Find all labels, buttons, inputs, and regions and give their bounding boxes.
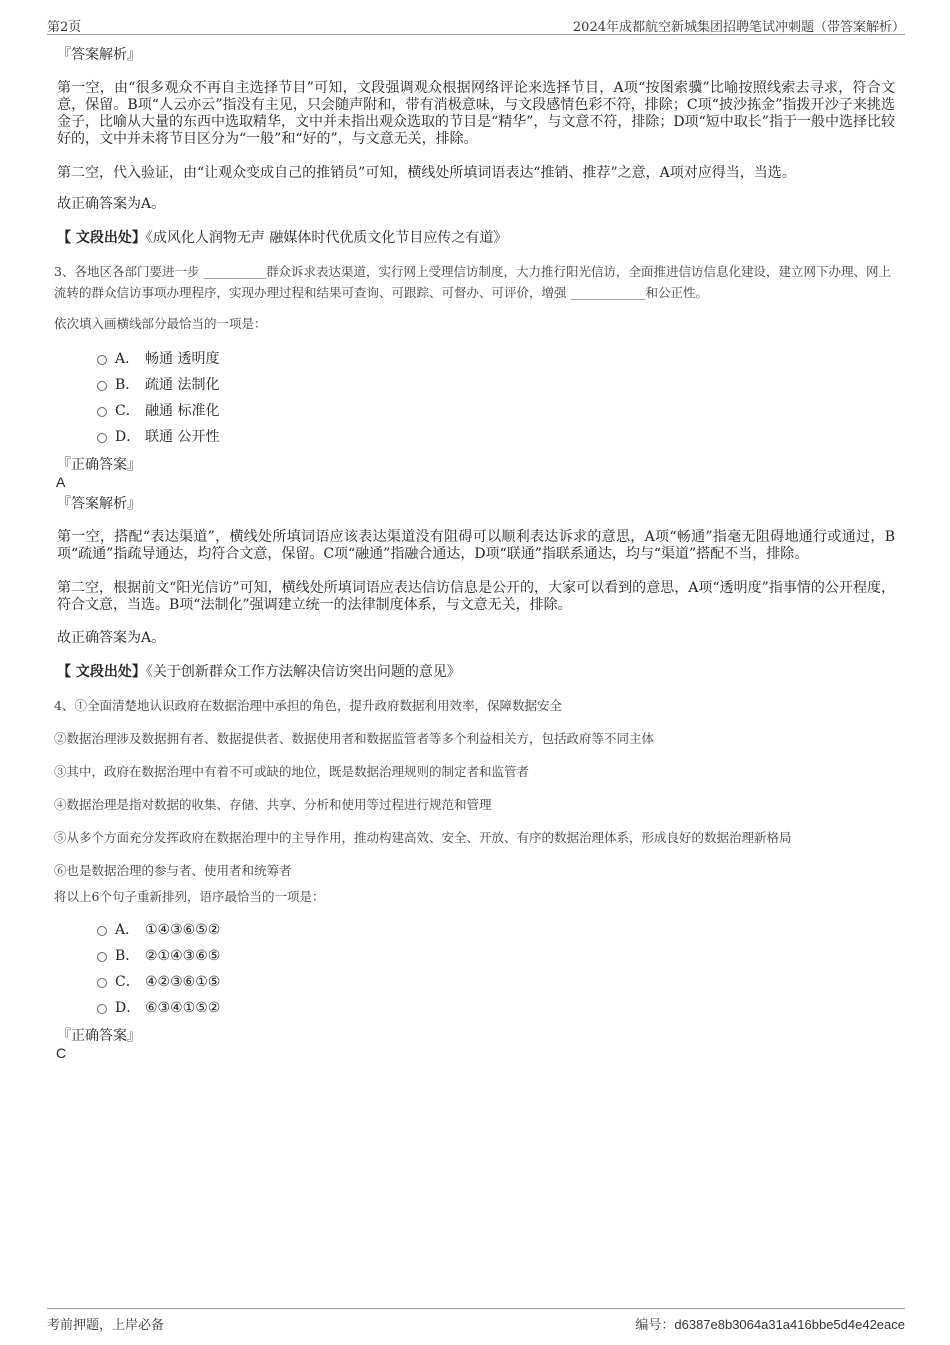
q4-options (57, 917, 895, 1021)
page-number: 第2页 (47, 20, 82, 35)
q2-source (57, 230, 895, 247)
q2-analysis-p3: 故正确答案为A。 (57, 196, 166, 212)
q3-analysis-p1: 第一空，搭配“表达渠道”，横线处所填词语应该表达渠道没有阻碍可以顺利表达诉求的意思，A项“畅通”指毫无阻碍地通行或通过，B项“疏通”指疏导通达，均符合文意，保留。C项“融通”指融合通达，D项“联通”指联系通达，均与“渠道”搭配不当，排除。 (57, 529, 895, 562)
document-id: 编号：d6387e8b3064a31a416bbe5d4e42eace (635, 1317, 905, 1333)
q3-source (57, 664, 895, 681)
q4-sentence-1: 4、①全面清楚地认识政府在数据治理中承担的角色，提升政府数据利用效率，保障数据安全 (54, 698, 562, 713)
q3-blank-1: __________ (203, 264, 266, 279)
q3-analysis-p2: 第二空，根据前文“阳光信访”可知，横线处所填词语应表达信访信息是公开的，大家可以看到的意思，A项“透明度”指事情的公开程度，符合文意，当选。B项“法制化”强调建立统一的法律制度体系，与文意无关，排除。 (57, 580, 895, 613)
q3-prompt: 依次填入画横线部分最恰当的一项是： (54, 316, 267, 331)
radio-icon[interactable] (97, 952, 107, 962)
q3-analysis-p3: 故正确答案为A。 (57, 630, 166, 646)
page-content (54, 46, 895, 1062)
page-footer (47, 1308, 905, 1331)
radio-icon[interactable] (97, 433, 107, 443)
q4-sentence-3: ③其中，政府在数据治理中有着不可或缺的地位，既是数据治理规则的制定者和监管者 (54, 764, 530, 779)
q4-option-d[interactable]: D． ⑥③④①⑤② (57, 995, 895, 1021)
q4-answer: C (56, 1045, 67, 1061)
q3-blank-2: ____________ (570, 285, 646, 300)
q3-option-b[interactable]: B． 疏通 法制化 (57, 372, 895, 398)
q4-sentence-5: ⑤从多个方面充分发挥政府在数据治理中的主导作用，推动构建高效、安全、开放、有序的数据治理体系，形成良好的数据治理新格局 (54, 830, 792, 845)
q2-analysis-p2: 第二空，代入验证，由“让观众变成自己的推销员”可知，横线处所填词语表达“推销、推荐”之意，A项对应得当，当选。 (57, 165, 796, 181)
q4-option-b[interactable]: B． ②①④③⑥⑤ (57, 943, 895, 969)
radio-icon[interactable] (97, 978, 107, 988)
footer-slogan: 考前押题，上岸必备 (47, 1318, 165, 1333)
q3-stem: 3、各地区各部门要进一步 __________群众诉求表达渠道，实行网上受理信访制度，大力推行阳光信访，全面推进信访信息化建设，建立网下办理、网上流转的群众信访事项办理程序，实现办理过程和结果可查询、可跟踪、可督办、可评价，增强 ____________和公正性。 (54, 264, 891, 300)
q2-source-text: 《成风化人润物无声 融媒体时代优质文化节目应传之有道》 (145, 230, 508, 246)
page-header (47, 14, 905, 35)
q3-source-text: 《关于创新群众工作方法解决信访突出问题的意见》 (145, 664, 461, 680)
q4-sentence-2: ②数据治理涉及数据拥有者、数据提供者、数据使用者和数据监管者等多个利益相关方，包括政府等不同主体 (54, 731, 655, 746)
radio-icon[interactable] (97, 381, 107, 391)
q3-option-d[interactable]: D． 联通 公开性 (57, 424, 895, 450)
radio-icon[interactable] (97, 926, 107, 936)
q4-option-c[interactable]: C． ④②③⑥①⑤ (57, 969, 895, 995)
q4-sentence-6: ⑥也是数据治理的参与者、使用者和统筹者 (54, 863, 292, 878)
q4-answer-label: 『正确答案』 (57, 1028, 141, 1044)
q3-answer-label: 『正确答案』 (57, 457, 141, 473)
q3-option-a[interactable]: A． 畅通 透明度 (57, 346, 895, 372)
radio-icon[interactable] (97, 355, 107, 365)
q3-source-tag: 【 文段出处】 (57, 664, 146, 680)
q3-analysis-label: 『答案解析』 (57, 496, 141, 512)
q2-analysis-label: 『答案解析』 (57, 47, 141, 63)
q2-source-tag: 【 文段出处】 (57, 230, 146, 246)
q3-option-c[interactable]: C． 融通 标准化 (57, 398, 895, 424)
q3-answer: A (56, 474, 66, 490)
radio-icon[interactable] (97, 1004, 107, 1014)
document-title: 2024年成都航空新城集团招聘笔试冲刺题（带答案解析） (572, 20, 905, 35)
q4-prompt: 将以上6个句子重新排列，语序最恰当的一项是： (54, 889, 325, 904)
q4-option-a[interactable]: A． ①④③⑥⑤② (57, 917, 895, 943)
q2-analysis-p1: 第一空，由“很多观众不再自主选择节目”可知，文段强调观众根据网络评论来选择节目，A项“按图索骥”比喻按照线索去寻求，符合文意，保留。B项“人云亦云”指没有主见，只会随声附和，带有消极意味，与文段感情色彩不符，排除；C项“披沙拣金”指拨开沙子来挑选金子，比喻从大量的东西中选取精华，文中并未指出观众选取的节目是“精华”，与文意不符，排除；D项“短中取长”指于一般中选择比较好的，文中并未将节目区分为“一般”和“好的”，与文意无关，排除。 (57, 80, 895, 147)
q3-options (57, 346, 895, 450)
radio-icon[interactable] (97, 407, 107, 417)
q4-sentence-4: ④数据治理是指对数据的收集、存储、共享、分析和使用等过程进行规范和管理 (54, 797, 492, 812)
